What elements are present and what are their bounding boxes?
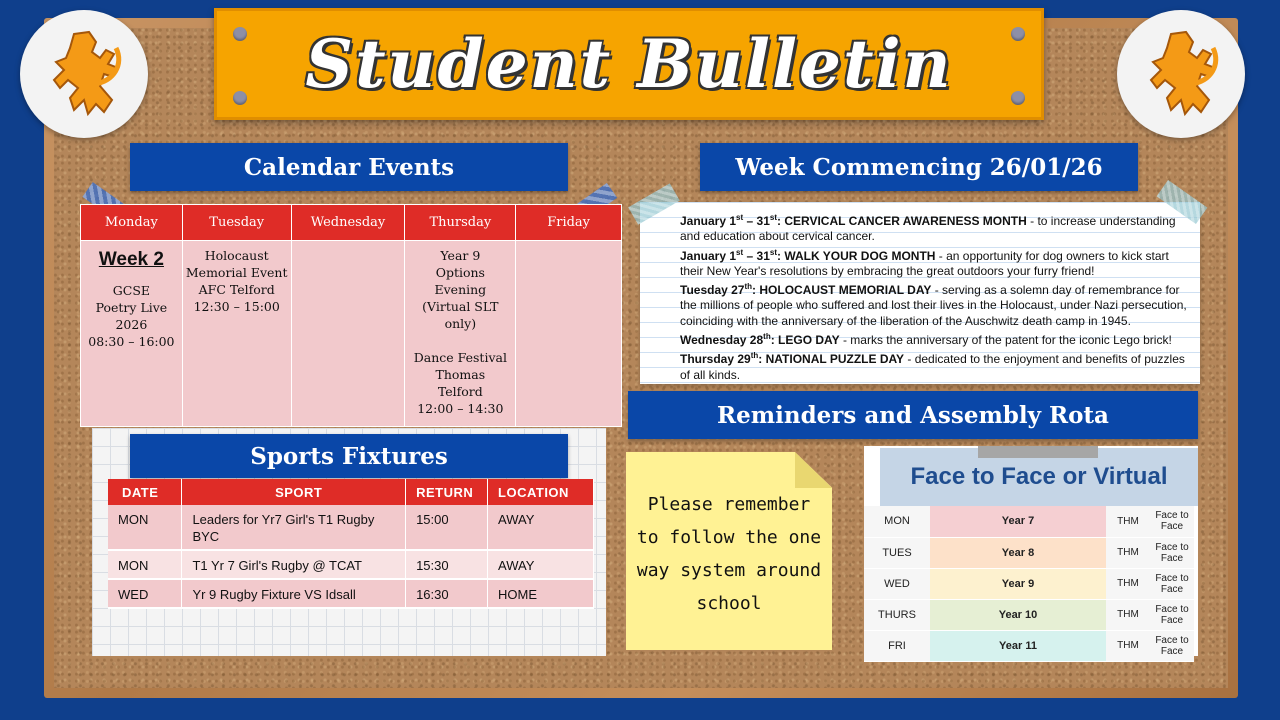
calendar-cell-thursday [405,241,516,427]
rota-staff: THM [1106,506,1150,537]
lion-rampant-icon [34,24,134,124]
bolt-icon [233,91,247,105]
calendar-table [80,204,622,427]
event-line: Telford [437,384,483,399]
rota-day: WED [864,568,930,599]
event-line: AFC Telford [198,282,275,297]
calendar-cell-tuesday [182,241,291,427]
fixture-location: AWAY [488,550,594,579]
table-row [108,550,594,579]
fixture-location: HOME [488,579,594,608]
sticky-note-text: Please remember to follow the one way system around school [636,494,822,614]
event-line: Memorial Event [185,265,288,280]
event-line: only) [444,316,477,331]
sports-col-header: LOCATION [488,479,594,505]
rota-year: Year 7 [930,506,1106,537]
calendar-day-header: Thursday [405,205,516,241]
sports-col-header: DATE [108,479,182,505]
fixture-return: 16:30 [406,579,488,608]
calendar-day-header: Monday [81,205,183,241]
calendar-events-header: Calendar Events [130,143,568,191]
calendar-day-header: Wednesday [291,205,405,241]
table-row [108,579,594,608]
rota-day: FRI [864,630,930,661]
rota-row [864,630,1194,661]
week-label: Week 2 [98,249,164,270]
event-line: 08:30 – 16:00 [88,334,175,349]
event-line: Holocaust [204,248,269,263]
table-row [108,505,594,550]
sports-col-header: SPORT [182,479,406,505]
rota-header: Face to Face or Virtual [880,448,1198,506]
fixture-sport: Leaders for Yr7 Girl's T1 Rugby BYC [182,505,406,550]
rota-staff: THM [1106,537,1150,568]
event-line: Thomas [435,367,486,382]
school-logo-left [20,10,148,138]
rota-staff: THM [1106,630,1150,661]
rota-mode: Face to Face [1150,630,1194,661]
event-line: Dance Festival [413,350,507,365]
sports-col-header: RETURN [406,479,488,505]
rota-day: MON [864,506,930,537]
fixture-location: AWAY [488,505,594,550]
notice-item: January 1st – 31st: CERVICAL CANCER AWARENESS MONTH - to increase understanding and education about cervical cancer. [680,213,1176,244]
calendar-cell-monday [81,241,183,427]
calendar-day-header: Tuesday [182,205,291,241]
rota-year: Year 8 [930,537,1106,568]
calendar-cell-friday [516,241,622,427]
event-line: 12:30 – 15:00 [193,299,280,314]
rota-row [864,506,1194,537]
event-line: Year 9 [440,248,481,263]
bolt-icon [233,27,247,41]
reminders-header: Reminders and Assembly Rota [628,391,1198,439]
event-spacer [405,332,515,349]
event-line: (Virtual SLT [422,299,499,314]
rota-day: TUES [864,537,930,568]
lion-rampant-icon [1131,24,1231,124]
rota-mode: Face to Face [1150,599,1194,630]
rota-year: Year 10 [930,599,1106,630]
notice-item: Wednesday 28th: LEGO DAY - marks the anniversary of the patent for the iconic Lego brick! [680,332,1172,348]
notice-item: Thursday 29th: NATIONAL PUZZLE DAY - dedicated to the enjoyment and benefits of puzzles of all kinds. [680,351,1185,382]
bolt-icon [1011,91,1025,105]
event-line: 2026 [115,317,148,332]
fixture-sport: Yr 9 Rugby Fixture VS Idsall [182,579,406,608]
calendar-day-header: Friday [516,205,622,241]
fixture-return: 15:30 [406,550,488,579]
fixture-date: MON [108,505,182,550]
rota-row [864,568,1194,599]
fixture-return: 15:00 [406,505,488,550]
rota-row [864,537,1194,568]
clipboard-clip [978,446,1098,458]
title-banner [214,8,1044,120]
school-logo-right [1117,10,1245,138]
week-notice [640,202,1200,384]
sports-table [108,479,594,609]
page-title: Student Bulletin [305,25,953,103]
event-line: Poetry Live [95,300,168,315]
fixture-sport: T1 Yr 7 Girl's Rugby @ TCAT [182,550,406,579]
calendar-cell-wednesday [291,241,405,427]
event-line: Evening [434,282,487,297]
rota-mode: Face to Face [1150,506,1194,537]
event-line: Options [435,265,485,280]
assembly-rota-table [864,506,1194,662]
event-line: GCSE [112,283,151,298]
sports-fixtures-header: Sports Fixtures [130,434,568,478]
rota-staff: THM [1106,599,1150,630]
week-commencing-header: Week Commencing 26/01/26 [700,143,1138,191]
fixture-date: MON [108,550,182,579]
rota-staff: THM [1106,568,1150,599]
fixture-date: WED [108,579,182,608]
notice-item: Tuesday 27th: HOLOCAUST MEMORIAL DAY - serving as a solemn day of remembrance for the millions of people who suffered and lost their lives in the Holocaust, under Nazi persecution, coinciding with the anniversary of the liberation of the Auschwitz death camp in 1945. [680,282,1187,328]
event-line: 12:00 – 14:30 [417,401,504,416]
bolt-icon [1011,27,1025,41]
rota-mode: Face to Face [1150,537,1194,568]
rota-year: Year 9 [930,568,1106,599]
rota-row [864,599,1194,630]
rota-day: THURS [864,599,930,630]
rota-year: Year 11 [930,630,1106,661]
rota-mode: Face to Face [1150,568,1194,599]
notice-item: January 1st – 31st: WALK YOUR DOG MONTH - an opportunity for dog owners to kick start their New Year's resolutions by embracing the great outdoors your furry friend! [680,247,1169,278]
